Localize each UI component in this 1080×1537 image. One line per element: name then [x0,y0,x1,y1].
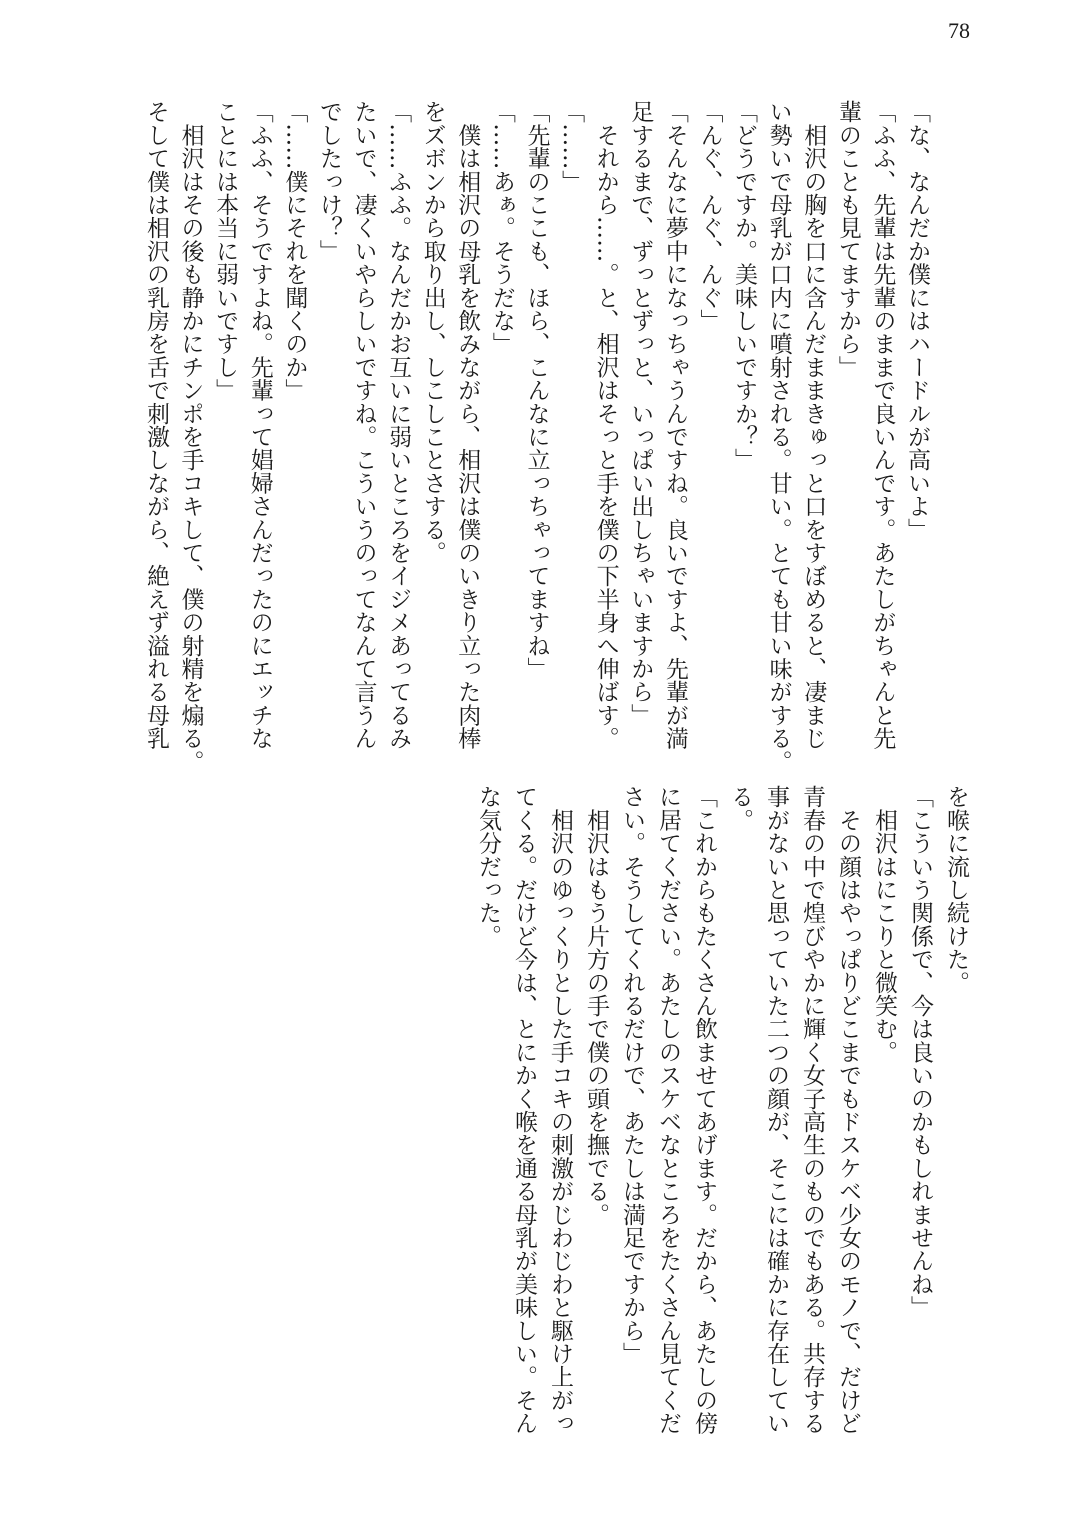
text-line: 相沢はにこりと微笑む。 [871,785,897,1064]
text-line: 僕は相沢の母乳を飲みながら、相沢は僕のいきり立った肉棒 [454,100,481,750]
text-line: 輩のことも見てますから」 [834,100,861,379]
text-line: に居てください。あたしのスケベなところをたくさん見てくだ [655,785,681,1435]
text-line: それから……。と、相沢はそっと手を僕の下半身へ伸ばす。 [592,100,619,750]
text-line: をズボンから取り出し、しこしことさする。 [419,100,446,564]
text-line: ことには本当に弱いですし」 [212,100,239,402]
text-line: その顔はやっぱりどこまでもドスケベ少女のモノで、だけど [835,785,861,1435]
text-line: 「んぐ、んぐ、んぐ」 [696,100,723,332]
text-line: 事がないと思っていた二つの顔が、そこには確かに存在してい [763,785,789,1435]
text-block-lower [474,785,974,1435]
text-line: 相沢の胸を口に含んだままきゅっと口をすぼめると、凄まじ [800,100,827,750]
text-line: 「ふふ、そうですよね。先輩って娼婦さんだったのにエッチな [246,100,273,750]
text-line: 「そんなに夢中になっちゃうんですね。良いですよ、先輩が満 [661,100,688,750]
text-line: い勢いで母乳が口内に噴射される。甘い。とても甘い味がする。 [765,100,792,773]
text-line: 「ふふ、先輩は先輩のままで良いんです。あたしがちゃんと先 [869,100,896,750]
text-line: な気分だった。 [475,785,501,948]
text-line: 足するまで、ずっとずっと、いっぱい出しちゃいますから」 [627,100,654,727]
text-line: 相沢のゆっくりとした手コキの刺激がじわじわと駆け上がっ [547,785,573,1435]
text-line: 「これからもたくさん飲ませてあげます。だから、あたしの傍 [691,785,717,1435]
text-line: てくる。だけど今は、とにかく喉を通る母乳が美味しい。そん [511,785,537,1435]
text-line: そして僕は相沢の乳房を舌で刺激しながら、絶えず溢れる母乳 [142,100,169,750]
text-line: を喉に流し続けた。 [943,785,969,994]
text-line: 「……あぁ。そうだな」 [488,100,515,356]
page-number: 78 [948,18,970,43]
text-line: さい。そうしてくれるだけで、あたしは満足ですから」 [619,785,645,1365]
text-line: 「先輩のここも、ほら、こんなに立っちゃってますね」 [523,100,550,680]
text-line: 「……」 [558,100,585,193]
text-block-upper [134,100,934,773]
text-line: でしたっけ？」 [315,100,342,263]
text-line: 「こういう関係で、今は良いのかもしれませんね」 [907,785,933,1319]
text-line: 「……僕にそれを聞くのか」 [281,100,308,402]
text-line: 青春の中で煌びやかに輝く女子高生のものでもある。共存する [799,785,825,1435]
text-line: る。 [727,785,753,832]
text-line: 「どうですか。美味しいですか？」 [731,100,758,472]
text-line: 相沢はもう片方の手で僕の頭を撫でる。 [583,785,609,1226]
text-line: 相沢はその後も静かにチンポを手コキして、僕の射精を煽る。 [177,100,204,773]
text-line: たいで、凄くいやらしいですね。こういうのってなんて言うん [350,100,377,750]
text-line: 「な、なんだか僕にはハードルが高いよ」 [904,100,930,541]
text-line: 「……ふふ。なんだかお互いに弱いところをイジメあってるみ [385,100,412,750]
